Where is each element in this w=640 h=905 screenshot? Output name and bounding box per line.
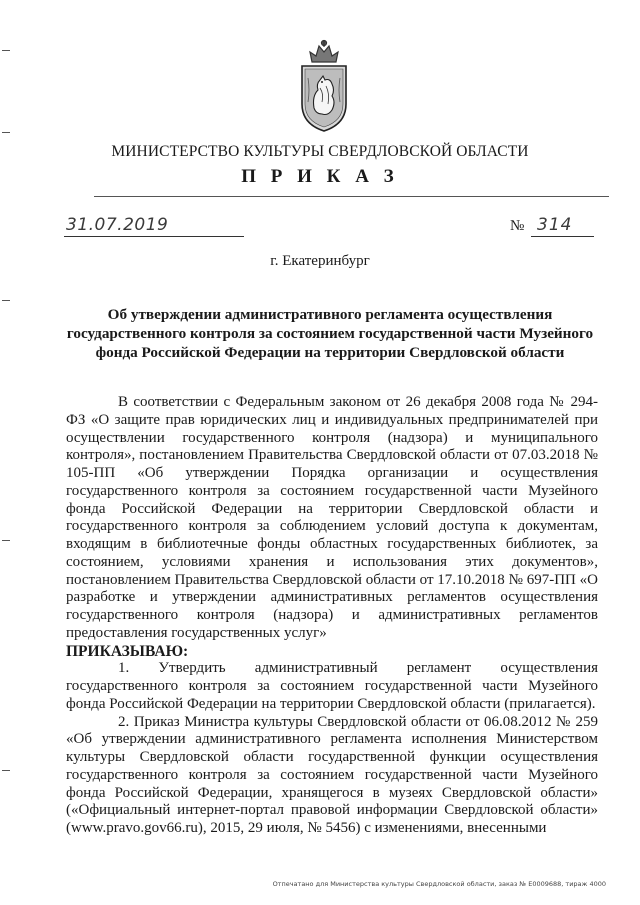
item-2-paragraph: 2. Приказ Министра культуры Свердловской области от 06.08.2012 № 259 «Об утверждении административного регламента исполнения Министерством культуры Свердловской области государственной функции осуществления государственного контроля за состоянием государственной части Музейного фонда Российской Федерации, хранящегося в музеях Свердловской области» («Официальный интернет-портал правовой информации Свердловской области» (www.pravo.gov66.ru), 2015, 29 июля, № 5456) с изменениями, внесенными bbox=[66, 713, 598, 836]
item-1-paragraph: 1. Утвердить административный регламент осуществления государственного контроля за состоянием государственной части Музейного фонда Российской Федерации на территории Свердловской области (прилагается). bbox=[66, 660, 598, 712]
preamble-paragraph: В соответствии с Федеральным законом от 26 декабря 2008 года № 294-ФЗ «О защите прав юридических лиц и индивидуальных предпринимателей при осуществлении государственного контроля (надзора) и муниципального контроля», постановлением Правительства Свердловской области от 07.03.2018 № 105-ПП «Об утверждении Порядка организации и осуществления государственного контроля за состоянием государственной части Музейного фонда Российской Федерации на территории Свердловской области и государственного контроля за соблюдением условий доступа к документам, входящим в библиотечные фонды областных государственных библиотек, за состоянием, условиями хранения и использования этих документов», постановлением Правительства Свердловской области от 17.10.2018 № 697-ПП «О разработке и утверждении административных регламентов осуществления государственного контроля (надзора) и административных регламентов предоставления государственных услуг» bbox=[66, 394, 598, 641]
margin-mark bbox=[2, 132, 10, 133]
order-number: 314 bbox=[537, 215, 573, 235]
order-date: 31.07.2019 bbox=[66, 215, 169, 235]
order-body bbox=[66, 394, 598, 838]
margin-mark bbox=[2, 300, 10, 301]
order-number-field bbox=[531, 214, 594, 237]
decree-word: ПРИКАЗЫВАЮ: bbox=[66, 642, 189, 660]
margin-mark bbox=[2, 50, 10, 51]
ministry-name: МИНИСТЕРСТВО КУЛЬТУРЫ СВЕРДЛОВСКОЙ ОБЛАСТИ bbox=[111, 143, 529, 160]
order-title: П Р И К А З bbox=[241, 166, 399, 187]
margin-mark bbox=[2, 770, 10, 771]
coat-of-arms-icon bbox=[292, 38, 356, 134]
number-sign: № bbox=[510, 218, 525, 234]
city: г. Екатеринбург bbox=[270, 253, 370, 269]
header-divider bbox=[94, 196, 609, 197]
margin-mark bbox=[2, 540, 10, 541]
order-subject: Об утверждении административного регламента осуществления государственного контроля за состоянием государственной части Музейного фонда Российской Федерации на территории Свердловской области bbox=[66, 306, 594, 361]
order-date-field bbox=[64, 214, 244, 237]
print-footer: Отпечатано для Министерства культуры Свердловской области, заказ № Е0009688, тираж 4000 bbox=[272, 880, 606, 888]
